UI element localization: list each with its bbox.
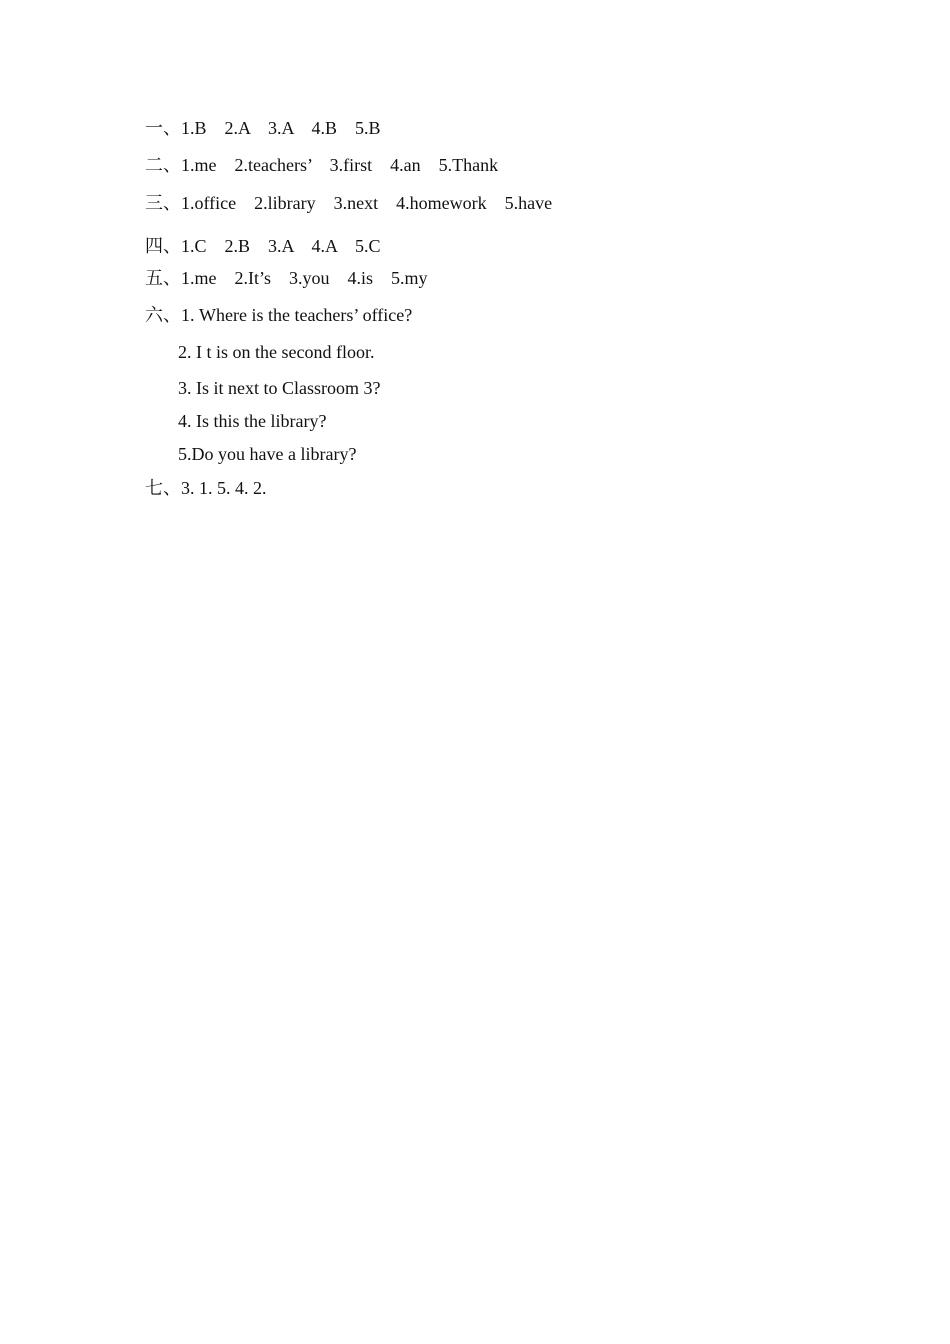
answer-line-6-item-5: 5.Do you have a library? [178, 444, 357, 464]
answer-line-6-item-3: 3. Is it next to Classroom 3? [178, 378, 381, 398]
answer-line-7: 七、3. 1. 5. 4. 2. [145, 478, 267, 498]
answer-line-4: 四、1.C 2.B 3.A 4.A 5.C [145, 236, 381, 256]
answer-line-5: 五、1.me 2.It’s 3.you 4.is 5.my [145, 268, 428, 288]
answer-line-6: 六、1. Where is the teachers’ office? [145, 305, 413, 325]
answer-line-6-item-4: 4. Is this the library? [178, 411, 327, 431]
answer-line-3: 三、1.office 2.library 3.next 4.homework 5.have [145, 193, 553, 213]
answer-line-2: 二、1.me 2.teachers’ 3.first 4.an 5.Thank [145, 155, 499, 175]
answer-line-1: 一、1.B 2.A 3.A 4.B 5.B [145, 118, 381, 138]
answer-line-6-item-2: 2. I t is on the second floor. [178, 342, 375, 362]
